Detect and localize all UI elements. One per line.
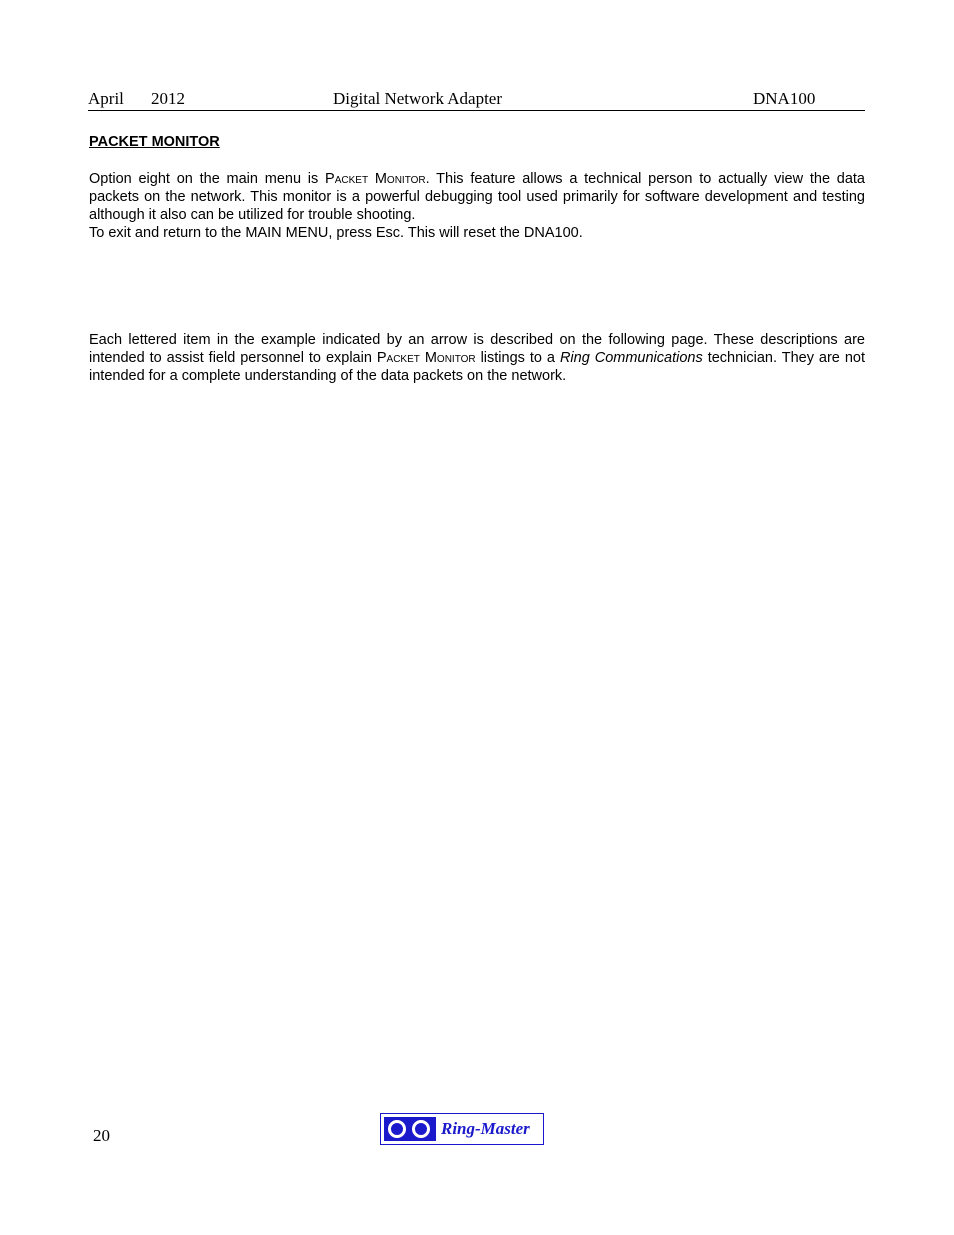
logo-circle-right [412, 1120, 430, 1138]
ring-master-logo [380, 1113, 544, 1145]
exit-instructions: To exit and return to the MAIN MENU, press Esc. This will reset the DNA100. [89, 225, 583, 241]
header-title: Digital Network Adapter [333, 89, 503, 108]
intro-paragraph [89, 170, 865, 224]
section-title: PACKET MONITOR [89, 134, 220, 150]
header-year: 2012 [151, 89, 185, 108]
page-header [88, 88, 865, 111]
description-text-mid: listings to a [475, 350, 560, 366]
header-month: April [88, 89, 124, 108]
header-model: DNA100 [753, 89, 816, 108]
description-feature-name: Packet Monitor [376, 350, 476, 366]
logo-circles-icon [384, 1117, 436, 1141]
intro-feature-name: Packet Monitor [325, 171, 426, 187]
logo-text: Ring-Master [441, 1119, 530, 1138]
description-text-end: technician. They are not intended for a complete understanding of the data packets on the network. [89, 350, 865, 384]
intro-text-end: . This feature allows a technical person to actually view the data packets on the network. This monitor is a powerful debugging tool used primarily for software development and testing although it also can be utilized for trouble shooting. [89, 171, 865, 223]
description-text-start: Each lettered item in the example indicated by an arrow is described on the following page. These descriptions are intended to assist field personnel to explain [89, 332, 865, 366]
company-name: Ring Communications [559, 350, 703, 366]
page-number: 20 [93, 1126, 110, 1145]
intro-text-start: Option eight on the main menu is [89, 171, 326, 187]
description-paragraph [89, 331, 865, 385]
logo-circle-left [388, 1120, 406, 1138]
